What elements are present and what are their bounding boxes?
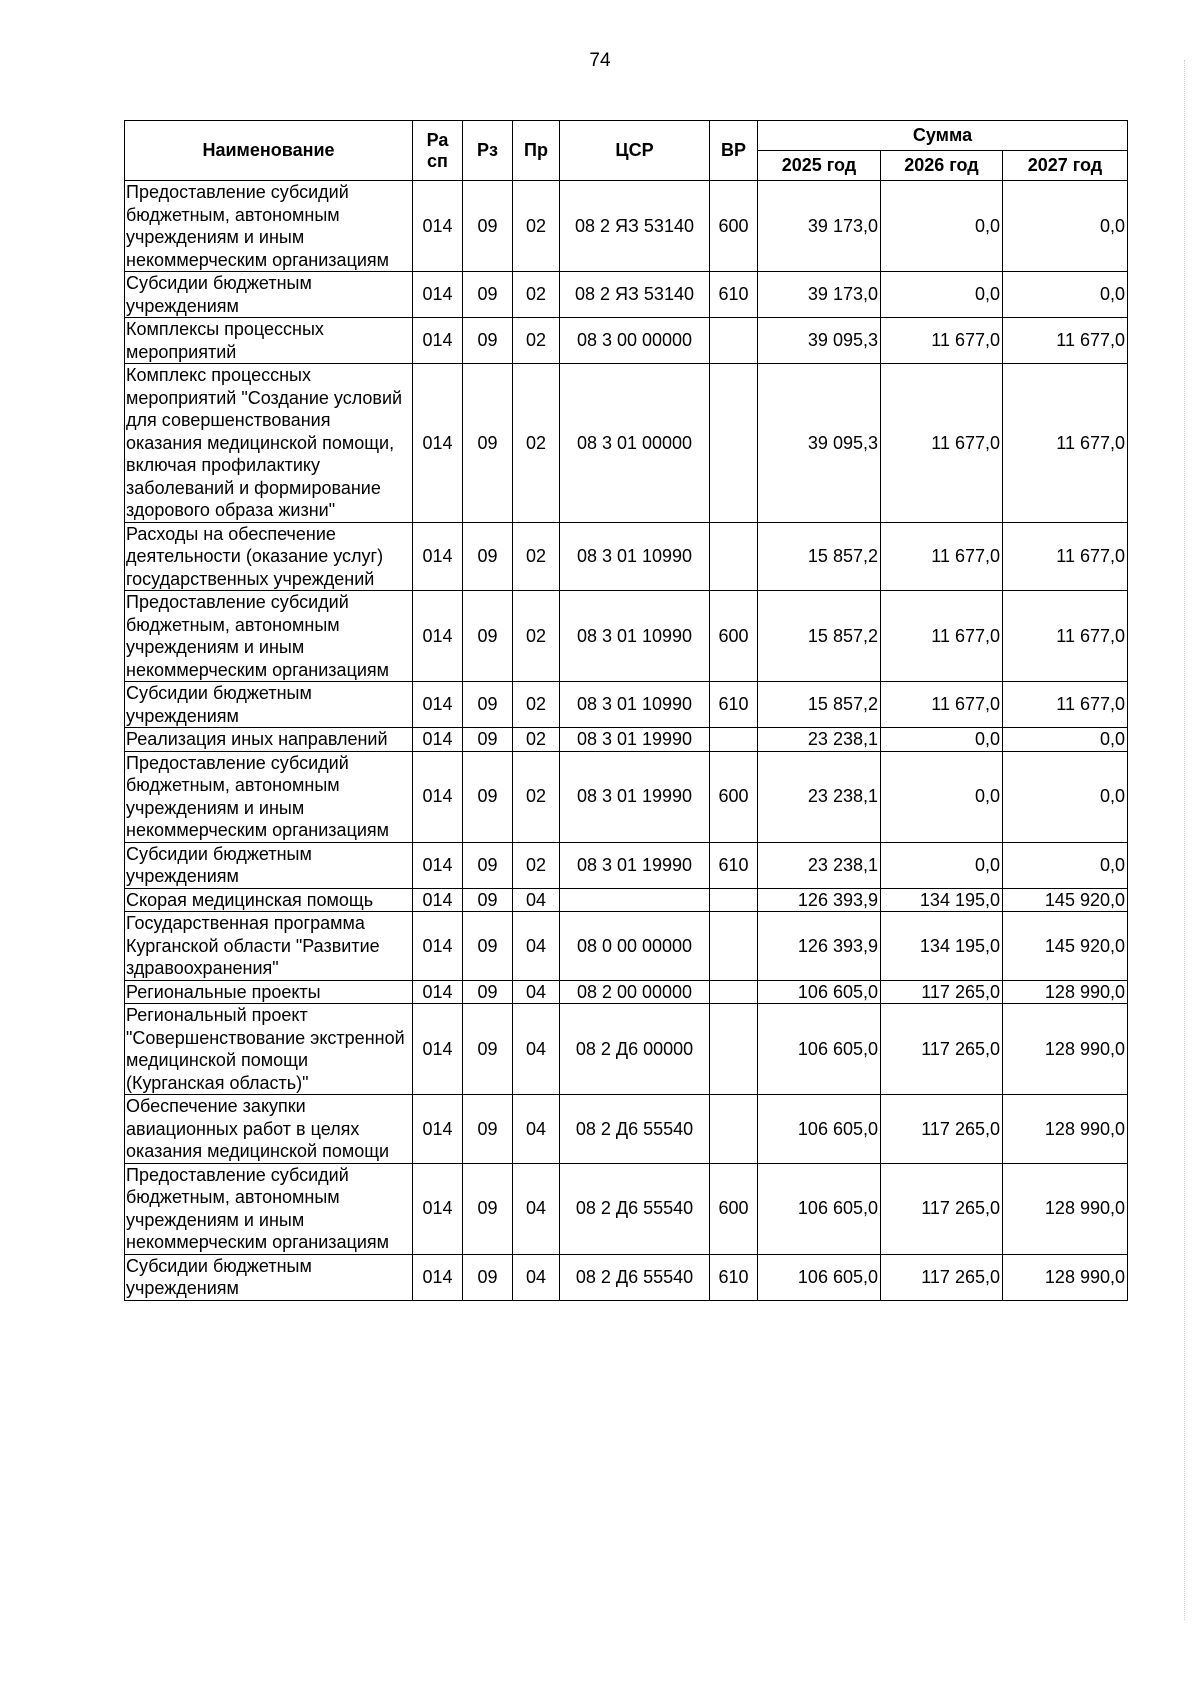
row-rasp: 014: [413, 888, 463, 912]
row-vr: [710, 318, 758, 364]
row-pr: 04: [513, 1004, 560, 1095]
row-amount-2027: 11 677,0: [1003, 318, 1128, 364]
table-body: [125, 181, 1128, 1301]
header-year-2026: 2026 год: [881, 151, 1003, 181]
row-csr: 08 3 00 00000: [560, 318, 710, 364]
row-pr: 04: [513, 1163, 560, 1254]
row-rasp: 014: [413, 1254, 463, 1300]
row-amount-2025: 39 173,0: [758, 272, 881, 318]
row-pr: 04: [513, 1254, 560, 1300]
row-csr: 08 2 Д6 00000: [560, 1004, 710, 1095]
row-name: Государственная программа Курганской области "Развитие здравоохранения": [125, 912, 413, 981]
table-row: [125, 522, 1128, 591]
row-amount-2026: 11 677,0: [881, 682, 1003, 728]
row-csr: 08 2 Д6 55540: [560, 1163, 710, 1254]
header-sum: Сумма: [758, 121, 1128, 151]
row-amount-2025: 106 605,0: [758, 1004, 881, 1095]
row-name: Обеспечение закупки авиационных работ в целях оказания медицинской помощи: [125, 1095, 413, 1164]
row-rasp: 014: [413, 522, 463, 591]
row-vr: [710, 888, 758, 912]
row-rasp: 014: [413, 1163, 463, 1254]
row-rasp: 014: [413, 912, 463, 981]
row-amount-2027: 0,0: [1003, 842, 1128, 888]
row-amount-2026: 134 195,0: [881, 912, 1003, 981]
row-amount-2026: 117 265,0: [881, 1254, 1003, 1300]
table-row: [125, 728, 1128, 752]
row-vr: [710, 728, 758, 752]
row-amount-2027: 145 920,0: [1003, 888, 1128, 912]
table-row: [125, 591, 1128, 682]
row-amount-2025: 23 238,1: [758, 728, 881, 752]
row-pr: 02: [513, 842, 560, 888]
row-rz: 09: [463, 751, 513, 842]
table-row: [125, 1004, 1128, 1095]
table-header: [125, 121, 1128, 181]
row-amount-2025: 106 605,0: [758, 1254, 881, 1300]
table-row: [125, 1163, 1128, 1254]
row-vr: [710, 912, 758, 981]
row-pr: 04: [513, 980, 560, 1004]
header-year-2027: 2027 год: [1003, 151, 1128, 181]
row-pr: 02: [513, 364, 560, 523]
row-vr: [710, 522, 758, 591]
table-row: [125, 364, 1128, 523]
row-csr: 08 3 01 19990: [560, 751, 710, 842]
row-vr: 600: [710, 591, 758, 682]
row-name: Субсидии бюджетным учреждениям: [125, 1254, 413, 1300]
row-rz: 09: [463, 1254, 513, 1300]
row-csr: 08 3 01 00000: [560, 364, 710, 523]
row-amount-2025: 106 605,0: [758, 1095, 881, 1164]
row-name: Комплексы процессных мероприятий: [125, 318, 413, 364]
row-vr: 600: [710, 181, 758, 272]
header-vr: ВР: [710, 121, 758, 181]
table-row: [125, 980, 1128, 1004]
row-csr: 08 0 00 00000: [560, 912, 710, 981]
row-rz: 09: [463, 912, 513, 981]
row-name: Предоставление субсидий бюджетным, автономным учреждениям и иным некоммерческим организациям: [125, 1163, 413, 1254]
row-rasp: 014: [413, 682, 463, 728]
row-amount-2027: 128 990,0: [1003, 1163, 1128, 1254]
row-rasp: 014: [413, 842, 463, 888]
row-name: Комплекс процессных мероприятий "Создание условий для совершенствования оказания медицинской помощи, включая профилактику заболеваний и формирование здорового образа жизни": [125, 364, 413, 523]
row-vr: [710, 1004, 758, 1095]
row-amount-2026: 0,0: [881, 751, 1003, 842]
row-rasp: 014: [413, 364, 463, 523]
table-row: [125, 1095, 1128, 1164]
row-amount-2025: 15 857,2: [758, 522, 881, 591]
row-pr: 02: [513, 181, 560, 272]
table-row: [125, 888, 1128, 912]
row-amount-2026: 117 265,0: [881, 1095, 1003, 1164]
row-amount-2027: 128 990,0: [1003, 1095, 1128, 1164]
row-name: Скорая медицинская помощь: [125, 888, 413, 912]
header-pr: Пр: [513, 121, 560, 181]
row-rasp: 014: [413, 980, 463, 1004]
row-rz: 09: [463, 181, 513, 272]
row-pr: 02: [513, 272, 560, 318]
row-rasp: 014: [413, 272, 463, 318]
row-amount-2027: 128 990,0: [1003, 980, 1128, 1004]
row-amount-2027: 11 677,0: [1003, 364, 1128, 523]
row-rz: 09: [463, 1163, 513, 1254]
row-vr: 600: [710, 751, 758, 842]
row-name: Субсидии бюджетным учреждениям: [125, 682, 413, 728]
row-amount-2025: 15 857,2: [758, 591, 881, 682]
row-name: Субсидии бюджетным учреждениям: [125, 842, 413, 888]
row-amount-2026: 0,0: [881, 728, 1003, 752]
row-amount-2027: 11 677,0: [1003, 682, 1128, 728]
table-row: [125, 751, 1128, 842]
row-vr: 610: [710, 1254, 758, 1300]
budget-table: [124, 120, 1128, 1301]
row-amount-2027: 128 990,0: [1003, 1004, 1128, 1095]
row-amount-2026: 0,0: [881, 842, 1003, 888]
row-amount-2025: 23 238,1: [758, 751, 881, 842]
row-amount-2026: 11 677,0: [881, 522, 1003, 591]
row-amount-2027: 0,0: [1003, 728, 1128, 752]
row-amount-2027: 0,0: [1003, 181, 1128, 272]
row-amount-2026: 0,0: [881, 272, 1003, 318]
table-row: [125, 181, 1128, 272]
row-name: Предоставление субсидий бюджетным, автономным учреждениям и иным некоммерческим организациям: [125, 181, 413, 272]
row-pr: 02: [513, 591, 560, 682]
row-csr: 08 2 Д6 55540: [560, 1095, 710, 1164]
table-row: [125, 842, 1128, 888]
row-rz: 09: [463, 1095, 513, 1164]
row-csr: 08 3 01 10990: [560, 591, 710, 682]
row-amount-2025: 106 605,0: [758, 980, 881, 1004]
row-pr: 02: [513, 522, 560, 591]
row-amount-2025: 39 095,3: [758, 364, 881, 523]
row-vr: 610: [710, 842, 758, 888]
header-year-2025: 2025 год: [758, 151, 881, 181]
row-rz: 09: [463, 728, 513, 752]
row-rz: 09: [463, 522, 513, 591]
row-amount-2025: 23 238,1: [758, 842, 881, 888]
row-amount-2025: 39 095,3: [758, 318, 881, 364]
row-amount-2026: 117 265,0: [881, 1004, 1003, 1095]
row-rz: 09: [463, 318, 513, 364]
row-pr: 02: [513, 751, 560, 842]
table-row: [125, 272, 1128, 318]
row-pr: 02: [513, 728, 560, 752]
row-rz: 09: [463, 364, 513, 523]
row-amount-2026: 117 265,0: [881, 980, 1003, 1004]
row-rasp: 014: [413, 318, 463, 364]
header-rz: Рз: [463, 121, 513, 181]
table-row: [125, 318, 1128, 364]
header-csr: ЦСР: [560, 121, 710, 181]
row-amount-2027: 0,0: [1003, 272, 1128, 318]
row-csr: 08 3 01 19990: [560, 842, 710, 888]
row-amount-2025: 126 393,9: [758, 888, 881, 912]
row-name: Предоставление субсидий бюджетным, автономным учреждениям и иным некоммерческим организациям: [125, 751, 413, 842]
row-amount-2026: 11 677,0: [881, 591, 1003, 682]
row-csr: 08 3 01 10990: [560, 682, 710, 728]
row-csr: [560, 888, 710, 912]
row-amount-2025: 39 173,0: [758, 181, 881, 272]
row-vr: 610: [710, 272, 758, 318]
row-rz: 09: [463, 842, 513, 888]
row-rz: 09: [463, 682, 513, 728]
row-pr: 02: [513, 682, 560, 728]
header-rasp: [413, 121, 463, 181]
row-pr: 02: [513, 318, 560, 364]
row-pr: 04: [513, 1095, 560, 1164]
row-amount-2026: 117 265,0: [881, 1163, 1003, 1254]
row-csr: 08 3 01 19990: [560, 728, 710, 752]
row-rz: 09: [463, 591, 513, 682]
row-rasp: 014: [413, 728, 463, 752]
row-name: Предоставление субсидий бюджетным, автономным учреждениям и иным некоммерческим организациям: [125, 591, 413, 682]
row-amount-2026: 0,0: [881, 181, 1003, 272]
row-pr: 04: [513, 888, 560, 912]
row-vr: 600: [710, 1163, 758, 1254]
row-vr: [710, 1095, 758, 1164]
row-amount-2025: 126 393,9: [758, 912, 881, 981]
row-rz: 09: [463, 888, 513, 912]
header-rasp-line1: Ра: [426, 129, 449, 150]
table-row: [125, 1254, 1128, 1300]
row-vr: [710, 364, 758, 523]
row-amount-2025: 15 857,2: [758, 682, 881, 728]
row-amount-2027: 11 677,0: [1003, 591, 1128, 682]
row-name: Региональные проекты: [125, 980, 413, 1004]
scan-edge-line: [1184, 60, 1185, 1620]
row-vr: [710, 980, 758, 1004]
row-csr: 08 2 00 00000: [560, 980, 710, 1004]
row-amount-2026: 11 677,0: [881, 318, 1003, 364]
row-amount-2027: 145 920,0: [1003, 912, 1128, 981]
row-rasp: 014: [413, 751, 463, 842]
row-vr: 610: [710, 682, 758, 728]
row-amount-2027: 11 677,0: [1003, 522, 1128, 591]
row-rasp: 014: [413, 1095, 463, 1164]
table-row: [125, 682, 1128, 728]
row-amount-2027: 128 990,0: [1003, 1254, 1128, 1300]
row-name: Реализация иных направлений: [125, 728, 413, 752]
page-number: 74: [589, 50, 611, 71]
row-rasp: 014: [413, 181, 463, 272]
row-rasp: 014: [413, 591, 463, 682]
row-csr: 08 2 Д6 55540: [560, 1254, 710, 1300]
header-name: Наименование: [125, 121, 413, 181]
row-csr: 08 3 01 10990: [560, 522, 710, 591]
row-amount-2026: 134 195,0: [881, 888, 1003, 912]
header-rasp-line2: сп: [427, 150, 448, 171]
row-name: Региональный проект "Совершенствование экстренной медицинской помощи (Курганская область)": [125, 1004, 413, 1095]
table-row: [125, 912, 1128, 981]
row-rz: 09: [463, 1004, 513, 1095]
row-amount-2027: 0,0: [1003, 751, 1128, 842]
row-rz: 09: [463, 272, 513, 318]
row-name: Расходы на обеспечение деятельности (оказание услуг) государственных учреждений: [125, 522, 413, 591]
row-amount-2026: 11 677,0: [881, 364, 1003, 523]
row-csr: 08 2 ЯЗ 53140: [560, 272, 710, 318]
row-rasp: 014: [413, 1004, 463, 1095]
row-csr: 08 2 ЯЗ 53140: [560, 181, 710, 272]
row-rz: 09: [463, 980, 513, 1004]
row-amount-2025: 106 605,0: [758, 1163, 881, 1254]
row-pr: 04: [513, 912, 560, 981]
row-name: Субсидии бюджетным учреждениям: [125, 272, 413, 318]
